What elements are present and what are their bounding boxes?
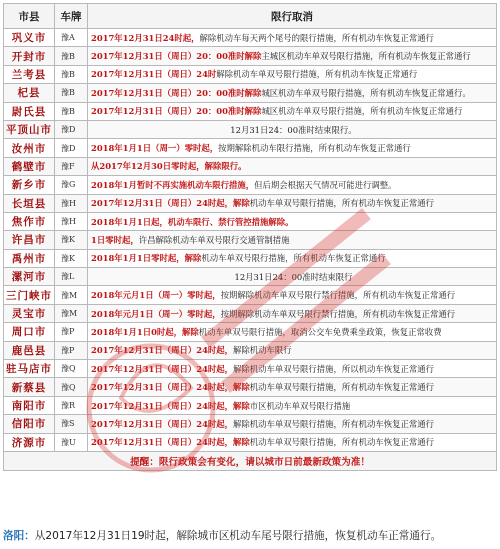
city-cell: 巩义市 [4,29,55,47]
table-row [4,360,497,378]
restriction-cell [88,139,497,157]
traffic-restriction-table-sheet [3,3,497,471]
restriction-highlight: 2017年12月31日（周日）24时起，解除 [91,400,250,411]
plate-cell: 豫P [55,341,88,359]
restriction-detail: 按期解除机动车限行措施，所有机动车恢复正常通行 [218,143,411,154]
city-cell: 信阳市 [4,415,55,433]
restriction-detail: 12月31日24：00准时结束限行。 [230,124,357,135]
restriction-cell [88,415,497,433]
restriction-detail: 城区机动车单双号限行措施，所有机动车恢复正常通行 [261,106,463,117]
restriction-cell [88,249,497,267]
restriction-detail: 机动车单双号限行措施，所有机动车恢复正常通行 [201,253,386,264]
table-row [4,176,497,194]
restriction-highlight: 2017年12月31日（周日）24时起， [91,363,234,374]
table-row [4,323,497,341]
restriction-detail: 机动车单双号限行措施，取消公交车免费乘坐政策，恢复正常收费 [198,326,442,337]
plate-cell: 豫S [55,415,88,433]
restriction-detail: 机动车单双号限行措施，所有机动车恢复正常通行 [249,382,435,393]
restriction-highlight: 2017年12月31日（周日）24时起，解除 [91,198,250,209]
restriction-cell [88,120,497,138]
plate-cell: 豫L [55,268,88,286]
table-row [4,304,497,322]
table-row [4,194,497,212]
restriction-highlight: 2017年12月31日24时起， [91,32,200,43]
restriction-cell [88,231,497,249]
tip-text: 提醒：限行政策会有变化，请以城市日前最新政策为准！ [4,451,497,470]
city-cell: 南阳市 [4,396,55,414]
restriction-cell [88,157,497,175]
table-row [4,29,497,47]
restriction-cell [88,65,497,83]
city-cell: 杞县 [4,84,55,102]
city-cell: 灵宝市 [4,304,55,322]
restriction-cell [88,360,497,378]
city-cell: 鹿邑县 [4,341,55,359]
restriction-cell [88,176,497,194]
plate-cell: 豫M [55,304,88,322]
caption-text: 从2017年12月31日19时起，解除城市区机动车尾号限行措施，恢复机动车正常通行。 [34,530,442,542]
restriction-cell [88,323,497,341]
restriction-highlight: 2018年元月1日（周一）零时起， [91,308,221,319]
restriction-highlight: 2018年1月1日0时起，解除 [91,326,199,337]
plate-cell: 豫F [55,157,88,175]
restriction-detail: 解除机动车限行 [233,345,292,356]
plate-cell: 豫K [55,249,88,267]
plate-cell: 豫Q [55,360,88,378]
restriction-highlight: 2017年12月31日（周日）24时 [91,69,217,80]
restriction-cell [88,268,497,286]
table-row [4,157,497,175]
city-cell: 平顶山市 [4,120,55,138]
city-cell: 开封市 [4,47,55,65]
city-cell: 鹤壁市 [4,157,55,175]
restriction-highlight: 2017年12月31日（周日）20：00准时解除 [91,51,262,62]
city-cell: 许昌市 [4,231,55,249]
restriction-highlight: 2017年12月31日（周日）20：00准时解除 [91,87,262,98]
plate-cell: 豫B [55,102,88,120]
table-row [4,139,497,157]
table-row [4,231,497,249]
plate-cell: 豫K [55,231,88,249]
city-cell: 新蔡县 [4,378,55,396]
restriction-cell [88,341,497,359]
restriction-highlight: 2017年12月31日（周日）24时起，解除 [91,437,250,448]
table-row [4,396,497,414]
table-row [4,268,497,286]
restriction-detail: 但后期会根据天气情况可能进行调整。 [254,179,397,190]
table-header-row [4,4,497,29]
restriction-detail: 机动车单双号限行措施，所有机动车恢复正常通行 [249,437,435,448]
restriction-highlight: 2018年1月1日零时起，解除 [91,253,202,264]
restriction-detail: 解除机动车单双号限行措施，所以机动车恢复正常通行 [233,363,435,374]
restriction-detail: 按期解除机动车单双号限行禁行措施，所有机动车恢复正常通行 [220,308,456,319]
city-cell: 新乡市 [4,176,55,194]
plate-cell: 豫D [55,139,88,157]
restriction-cell [88,378,497,396]
restriction-highlight: 2018年1月暂时不再实施机动车限行措施， [91,179,255,190]
header-city: 市县 [4,4,55,29]
city-cell: 长垣县 [4,194,55,212]
caption-label: 洛阳： [3,530,35,542]
table-row [4,286,497,304]
header-plate: 车牌 [55,4,88,29]
restriction-highlight: 1日零时起， [91,234,139,245]
restriction-cell [88,29,497,47]
city-cell: 周口市 [4,323,55,341]
restriction-cell [88,433,497,451]
restriction-highlight: 2018年元月1日（周一）零时起， [91,290,221,301]
restriction-highlight: 2017年12月31日（周日）20：00准时解除 [91,106,262,117]
table-row [4,65,497,83]
restriction-cell [88,194,497,212]
restriction-detail: 机动车单双号限行措施，所有机动车恢复正常通行 [249,198,435,209]
table-row [4,249,497,267]
plate-cell: 豫H [55,194,88,212]
plate-cell: 豫A [55,29,88,47]
city-cell: 兰考县 [4,65,55,83]
restriction-detail: 解除机动车单双号限行措施，所有机动车恢复正常通行 [216,69,418,80]
plate-cell: 豫D [55,120,88,138]
luoyang-caption [3,528,497,546]
city-cell: 三门峡市 [4,286,55,304]
plate-cell: 豫B [55,47,88,65]
city-cell: 禹州市 [4,249,55,267]
restriction-cell [88,84,497,102]
plate-cell: 豫P [55,323,88,341]
table-row [4,47,497,65]
restriction-highlight: 2017年12月31日（周日）24时起，解除 [91,382,250,393]
restriction-detail: 许昌解除机动车单双号限行交通管制措施 [138,234,290,245]
restriction-detail: 城区机动车单双号限行措施，所有机动车恢复正常通行。 [261,87,471,98]
table-row [4,433,497,451]
restriction-detail: 按期解除机动车单双号限行禁行措施，所有机动车恢复正常通行 [220,290,456,301]
table-row [4,378,497,396]
header-cancel: 限行取消 [88,4,497,29]
restriction-detail: 主城区机动车单双号限行措施，所有机动车恢复正常通行 [261,51,471,62]
plate-cell: 豫H [55,212,88,230]
restriction-detail: 市区机动车单双号限行措施 [249,400,351,411]
restriction-highlight: 2017年12月31日（周日）24时起， [91,345,234,356]
plate-cell: 豫U [55,433,88,451]
restriction-highlight: 2018年1月1日（周一）零时起， [91,143,219,154]
city-cell: 尉氏县 [4,102,55,120]
plate-cell: 豫M [55,286,88,304]
table-row [4,415,497,433]
city-cell: 焦作市 [4,212,55,230]
restriction-cell [88,212,497,230]
city-cell: 漯河市 [4,268,55,286]
tip-row [4,451,497,470]
plate-cell: 豫B [55,65,88,83]
restriction-detail: 12月31日24：00准时结束限行 [234,271,353,282]
table-row [4,341,497,359]
city-cell: 济源市 [4,433,55,451]
table-body [4,29,497,452]
restriction-cell [88,396,497,414]
restriction-cell [88,102,497,120]
restriction-cell [88,47,497,65]
city-cell: 驻马店市 [4,360,55,378]
restriction-detail: 解除机动车单双号限行措施，所有机动车恢复正常通行 [233,418,435,429]
restriction-highlight: 从2017年12月30日零时起，解除限行。 [91,161,247,172]
restriction-highlight: 2017年12月31日（周日）24时起， [91,418,234,429]
restriction-highlight: 2018年1月1日起，机动车限行、禁行管控措施解除。 [91,216,294,227]
restriction-cell [88,304,497,322]
table-row [4,212,497,230]
table-row [4,84,497,102]
table-row [4,102,497,120]
restriction-cell [88,286,497,304]
plate-cell: 豫Q [55,378,88,396]
restriction-detail: 解除机动车每天两个尾号的限行措施，所有机动车恢复正常通行 [199,32,435,43]
plate-cell: 豫R [55,396,88,414]
city-cell: 汝州市 [4,139,55,157]
plate-cell: 豫B [55,84,88,102]
table-row [4,120,497,138]
plate-cell: 豫G [55,176,88,194]
restriction-table [3,3,497,471]
